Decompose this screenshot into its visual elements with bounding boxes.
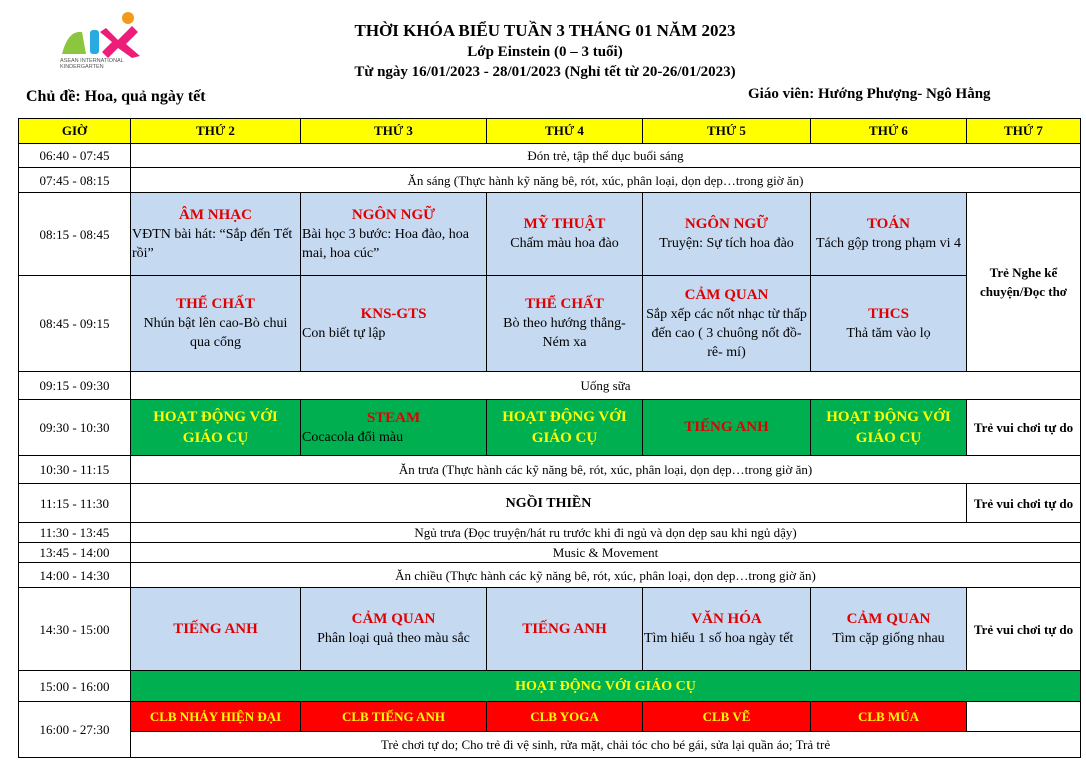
- activity-cell: HOẠT ĐỘNG VỚI GIÁO CỤ: [487, 400, 643, 456]
- activity-cell: Ăn chiều (Thực hành các kỹ năng bê, rót, xúc, phân loại, dọn dẹp…trong giờ ăn): [131, 563, 1081, 588]
- lesson-cell: CẢM QUAN Phân loại quả theo màu sắc: [301, 588, 487, 671]
- time-cell: 09:30 - 10:30: [19, 400, 131, 456]
- activity-cell: Music & Movement: [131, 543, 1081, 563]
- empty-cell: [967, 702, 1081, 732]
- club-cell: CLB MÚA: [811, 702, 967, 732]
- table-row: [19, 543, 1081, 563]
- activity-cell: NGỒI THIỀN: [131, 484, 967, 523]
- lesson-cell: VĂN HÓA Tìm hiểu 1 số hoa ngày tết: [643, 588, 811, 671]
- saturday-cell: Trẻ vui chơi tự do: [967, 484, 1081, 523]
- club-cell: CLB VẼ: [643, 702, 811, 732]
- lesson-cell: THỂ CHẤT Bò theo hướng thẳng- Ném xa: [487, 276, 643, 372]
- col-header: THỨ 7: [967, 119, 1081, 144]
- lesson-cell: THCS Thả tăm vào lọ: [811, 276, 967, 372]
- col-header: THỨ 3: [301, 119, 487, 144]
- activity-cell: Đón trẻ, tập thể dục buổi sáng: [131, 144, 1081, 168]
- time-cell: 09:15 - 09:30: [19, 372, 131, 400]
- lesson-cell: THỂ CHẤT Nhún bật lên cao-Bò chui qua cổng: [131, 276, 301, 372]
- time-cell: 13:45 - 14:00: [19, 543, 131, 563]
- club-cell: CLB TIẾNG ANH: [301, 702, 487, 732]
- table-row: [19, 193, 1081, 276]
- lesson-cell: TIẾNG ANH: [131, 588, 301, 671]
- date-line: Từ ngày 16/01/2023 - 28/01/2023 (Nghỉ tết từ 20-26/01/2023): [354, 64, 736, 80]
- time-cell: 07:45 - 08:15: [19, 168, 131, 193]
- table-row: [19, 144, 1081, 168]
- lesson-cell: NGÔN NGỮ Bài học 3 bước: Hoa đào, hoa mai, hoa cúc”: [301, 193, 487, 276]
- aik-logo: [56, 10, 152, 72]
- col-header: GIỜ: [19, 119, 131, 144]
- schedule-title: THỜI KHÓA BIỂU TUẦN 3 THÁNG 01 NĂM 2023: [354, 21, 736, 40]
- table-row: [19, 588, 1081, 671]
- table-row: [19, 484, 1081, 523]
- header-row: [19, 119, 1081, 144]
- activity-cell: Ăn trưa (Thực hành các kỹ năng bê, rót, xúc, phân loại, dọn dẹp…trong giờ ăn): [131, 456, 1081, 484]
- table-row: [19, 276, 1081, 372]
- table-row: [19, 732, 1081, 758]
- activity-cell: HOẠT ĐỘNG VỚI GIÁO CỤ: [131, 400, 301, 456]
- time-cell: 11:30 - 13:45: [19, 523, 131, 543]
- topic: Chủ đề: Hoa, quả ngày tết: [26, 88, 206, 105]
- activity-cell: HOẠT ĐỘNG VỚI GIÁO CỤ: [131, 671, 1081, 702]
- lesson-cell: NGÔN NGỮ Truyện: Sự tích hoa đào: [643, 193, 811, 276]
- activity-cell: TIẾNG ANH: [643, 400, 811, 456]
- time-cell: 16:00 - 27:30: [19, 702, 131, 758]
- activity-cell: Ngủ trưa (Đọc truyện/hát ru trước khi đi ngủ và dọn dẹp sau khi ngủ dậy): [131, 523, 1081, 543]
- time-cell: 14:00 - 14:30: [19, 563, 131, 588]
- time-cell: 11:15 - 11:30: [19, 484, 131, 523]
- col-header: THỨ 5: [643, 119, 811, 144]
- table-row: [19, 702, 1081, 732]
- svg-text:KINDERGARTEN: KINDERGARTEN: [60, 64, 104, 70]
- club-cell: CLB YOGA: [487, 702, 643, 732]
- col-header: THỨ 2: [131, 119, 301, 144]
- col-header: THỨ 6: [811, 119, 967, 144]
- table-row: [19, 563, 1081, 588]
- table-row: [19, 456, 1081, 484]
- club-cell: CLB NHẢY HIỆN ĐẠI: [131, 702, 301, 732]
- activity-cell: HOẠT ĐỘNG VỚI GIÁO CỤ: [811, 400, 967, 456]
- lesson-cell: MỸ THUẬT Chấm màu hoa đào: [487, 193, 643, 276]
- table-row: [19, 400, 1081, 456]
- lesson-cell: CẢM QUAN Sắp xếp các nốt nhạc từ thấp đến cao ( 3 chuông nốt đồ- rê- mí): [643, 276, 811, 372]
- table-row: [19, 523, 1081, 543]
- title-block: [270, 20, 820, 82]
- col-header: THỨ 4: [487, 119, 643, 144]
- table-row: [19, 671, 1081, 702]
- time-cell: 08:15 - 08:45: [19, 193, 131, 276]
- time-cell: 14:30 - 15:00: [19, 588, 131, 671]
- time-cell: 10:30 - 11:15: [19, 456, 131, 484]
- time-cell: 06:40 - 07:45: [19, 144, 131, 168]
- saturday-cell: Trẻ vui chơi tự do: [967, 588, 1081, 671]
- time-cell: 15:00 - 16:00: [19, 671, 131, 702]
- class-line: Lớp Einstein (0 – 3 tuổi): [467, 44, 623, 60]
- lesson-cell: TOÁN Tách gộp trong phạm vi 4: [811, 193, 967, 276]
- activity-cell: Uống sữa: [131, 372, 1081, 400]
- activity-cell: Trẻ chơi tự do; Cho trẻ đi vệ sinh, rửa mặt, chải tóc cho bé gái, sửa lại quần áo; Trả trẻ: [131, 732, 1081, 758]
- saturday-cell: Trẻ vui chơi tự do: [967, 400, 1081, 456]
- table-row: [19, 168, 1081, 193]
- saturday-cell: Trẻ Nghe kể chuyện/Đọc thơ: [967, 193, 1081, 372]
- activity-cell: Ăn sáng (Thực hành kỹ năng bê, rót, xúc, phân loại, dọn dẹp…trong giờ ăn): [131, 168, 1081, 193]
- timetable: [18, 118, 1081, 758]
- lesson-cell: KNS-GTS Con biết tự lập: [301, 276, 487, 372]
- time-cell: 08:45 - 09:15: [19, 276, 131, 372]
- teacher: Giáo viên: Hướng Phượng- Ngô Hằng: [748, 86, 991, 102]
- lesson-cell: CẢM QUAN Tìm cặp giống nhau: [811, 588, 967, 671]
- lesson-cell: ÂM NHẠC VĐTN bài hát: “Sắp đến Tết rồi”: [131, 193, 301, 276]
- svg-text:ASEAN INTERNATIONAL: ASEAN INTERNATIONAL: [60, 58, 124, 64]
- lesson-cell: TIẾNG ANH: [487, 588, 643, 671]
- activity-cell: STEAM Cocacola đổi màu: [301, 400, 487, 456]
- table-row: [19, 372, 1081, 400]
